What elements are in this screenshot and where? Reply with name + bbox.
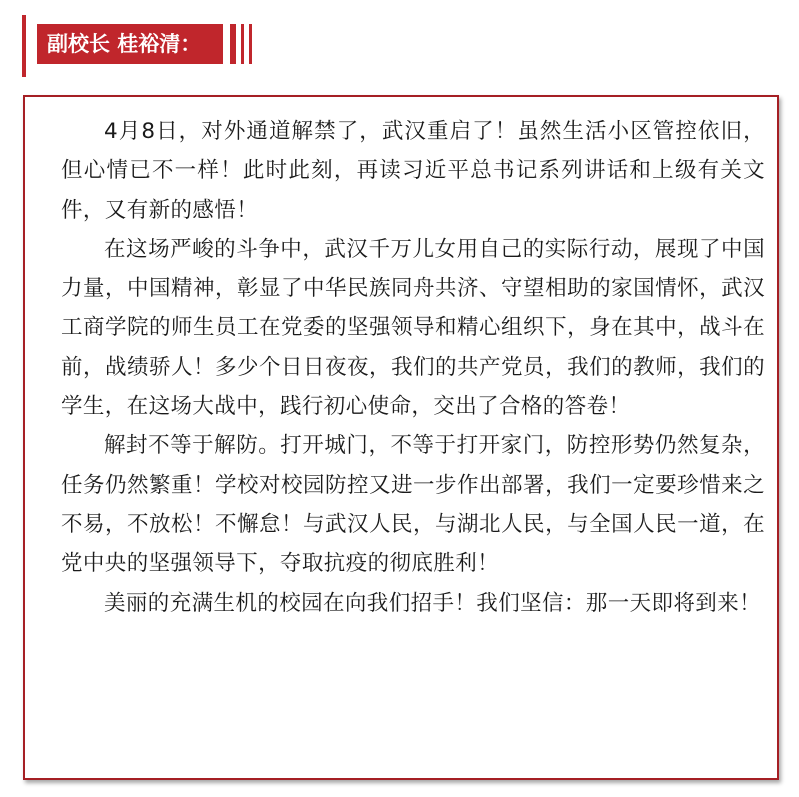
paragraph-3: 解封不等于解防。打开城门，不等于打开家门，防控形势仍然复杂，任务仍然繁重！学校对校园防控又进一步作出部署，我们一定要珍惜来之不易，不放松！不懈怠！与武汉人民，与湖北人民，与全国人民一道，在党中央的坚强领导下，夺取抗疫的彻底胜利！ bbox=[61, 433, 765, 577]
paragraph-1: 4月8日，对外通道解禁了，武汉重启了！虽然生活小区管控依旧，但心情已不一样！此时此刻，再读习近平总书记系列讲话和上级有关文件，又有新的感悟！ bbox=[61, 119, 765, 223]
header-decoration-bar bbox=[230, 24, 236, 64]
header-accent-line bbox=[22, 15, 26, 77]
speaker-title: 副校长 桂裕清： bbox=[37, 24, 223, 64]
article-body bbox=[61, 112, 765, 623]
header-decoration-bar bbox=[249, 24, 252, 64]
paragraph-4: 美丽的充满生机的校园在向我们招手！我们坚信：那一天即将到来！ bbox=[104, 590, 762, 616]
header-decoration-bar bbox=[241, 24, 244, 64]
paragraph-2: 在这场严峻的斗争中，武汉千万儿女用自己的实际行动，展现了中国力量，中国精神，彰显了中华民族同舟共济、守望相助的家国情怀，武汉工商学院的师生员工在党委的坚强领导和精心组织下，身在其中，战斗在前，战绩骄人！多少个日日夜夜，我们的共产党员，我们的教师，我们的学生，在这场大战中，践行初心使命，交出了合格的答卷！ bbox=[61, 236, 765, 420]
